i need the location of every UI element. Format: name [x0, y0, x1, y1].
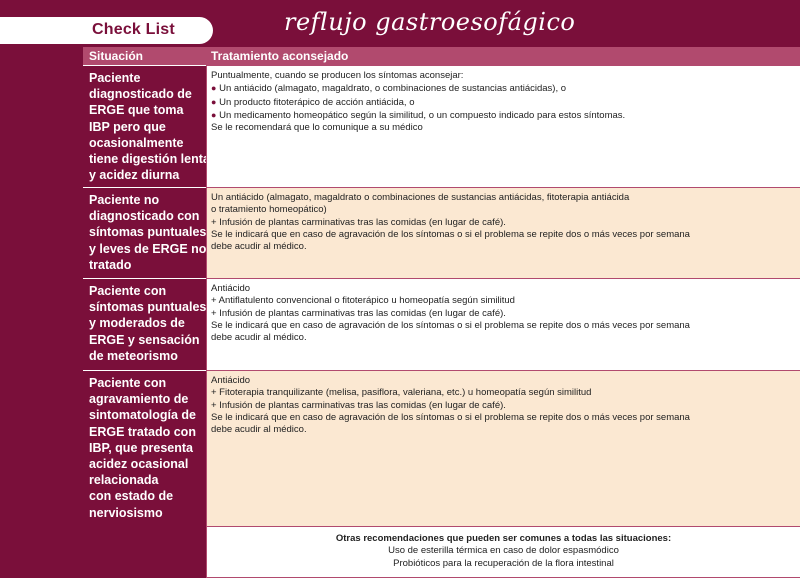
treatment-line: Antiácido: [211, 375, 251, 386]
treatment-line: ● Un producto fitoterápico de acción antiácida, o: [211, 96, 415, 108]
situation-cell: [83, 370, 206, 526]
situation-line: y moderados de: [89, 316, 185, 331]
treatment-line: Puntualmente, cuando se producen los síntomas aconsejar:: [211, 70, 464, 81]
footer-title: Otras recomendaciones que pueden ser comunes a todas las situaciones:: [335, 533, 672, 544]
situation-line: tiene digestión lenta: [89, 152, 210, 167]
treatment-cell: [206, 370, 800, 526]
situation-line: relacionada: [89, 473, 159, 488]
situation-line: ERGE que toma: [89, 103, 184, 118]
treatment-line: debe acudir al médico.: [211, 241, 307, 253]
situation-cell: [83, 278, 206, 370]
situation-line: ocasionalmente: [89, 135, 184, 150]
situation-line: Paciente no: [89, 193, 160, 207]
bullet-icon: ●: [211, 96, 217, 107]
situation-line: y acidez diurna: [89, 168, 180, 183]
treatment-line: + Antiflatulento convencional o fitoterápico u homeopatía según similitud: [211, 295, 515, 307]
treatment-line: Antiácido: [211, 283, 251, 294]
treatment-line: Se le indicará que en caso de agravación de los síntomas o si el problema se repite dos o más veces por semana: [211, 411, 690, 423]
badge-label: Check List: [92, 21, 175, 38]
situation-line: Paciente con: [89, 376, 167, 390]
situation-line: agravamiento de: [89, 392, 189, 407]
situation-cell: [83, 187, 206, 278]
treatment-line: + Infusión de plantas carminativas tras las comidas (en lugar de café).: [211, 216, 506, 228]
column-header-situation: Situación: [89, 49, 144, 63]
situation-line: IBP, que presenta: [89, 440, 193, 455]
treatment-line: o tratamiento homeopático): [211, 204, 327, 216]
treatment-line: Se le recomendará que lo comunique a su médico: [211, 122, 423, 134]
treatment-line: + Fitoterapia tranquilizante (melisa, pasiflora, valeriana, etc.) u homeopatía según similitud: [211, 387, 592, 399]
situation-line: IBP pero que: [89, 119, 166, 134]
situation-line: Paciente: [89, 71, 141, 85]
treatment-line: + Infusión de plantas carminativas tras las comidas (en lugar de café).: [211, 399, 506, 411]
bullet-icon: ●: [211, 83, 217, 94]
table-header: [83, 47, 800, 65]
situation-line: ERGE y sensación: [89, 332, 200, 347]
treatment-line: Se le indicará que en caso de agravación de los síntomas o si el problema se repite dos o más veces por semana: [211, 228, 690, 240]
treatment-line: ● Un antiácido (almagato, magaldrato, o combinaciones de sustancias antiácidas), o: [211, 83, 567, 95]
common-recommendations: [206, 526, 800, 578]
situation-line: síntomas puntuales: [89, 300, 207, 315]
treatment-cell: [206, 278, 800, 370]
treatment-line: ● Un medicamento homeopático según la similitud, o un compuesto indicado para estos síntomas.: [211, 109, 626, 121]
situation-line: diagnosticado con: [89, 209, 200, 224]
situation-line: Paciente con: [89, 284, 167, 298]
situation-line: de meteorismo: [89, 348, 178, 363]
treatment-line: debe acudir al médico.: [211, 332, 307, 344]
bullet-icon: ●: [211, 109, 217, 120]
situation-line: sintomatología de: [89, 408, 196, 423]
situation-line: ERGE tratado con: [89, 424, 196, 439]
situation-cell: [83, 65, 210, 187]
footer-line: Uso de esterilla térmica en caso de dolor espasmódico: [388, 545, 619, 557]
treatment-line: Un antiácido (almagato, magaldrato o combinaciones de sustancias antiácidas, fitoterapia antiácida: [211, 192, 630, 203]
situation-line: y leves de ERGE no: [89, 241, 207, 256]
page-title: reflujo gastroesofágico: [284, 8, 576, 36]
treatment-line: debe acudir al médico.: [211, 424, 307, 436]
situation-line: con estado de: [89, 489, 174, 504]
situation-line: síntomas puntuales: [89, 225, 207, 240]
situation-line: diagnosticado de: [89, 87, 192, 102]
treatment-cell: [206, 65, 800, 187]
treatment-cell: [206, 187, 800, 278]
checklist-badge: [0, 17, 213, 44]
treatment-line: + Infusión de plantas carminativas tras las comidas (en lugar de café).: [211, 307, 506, 319]
column-header-treatment: Tratamiento aconsejado: [211, 49, 349, 63]
situation-line: nerviosismo: [89, 505, 163, 520]
situation-line: tratado: [89, 257, 132, 272]
treatment-line: Se le indicará que en caso de agravación de los síntomas o si el problema se repite dos o más veces por semana: [211, 319, 690, 331]
footer-line: Probióticos para la recuperación de la flora intestinal: [393, 557, 614, 569]
situation-line: acidez ocasional: [89, 457, 189, 472]
